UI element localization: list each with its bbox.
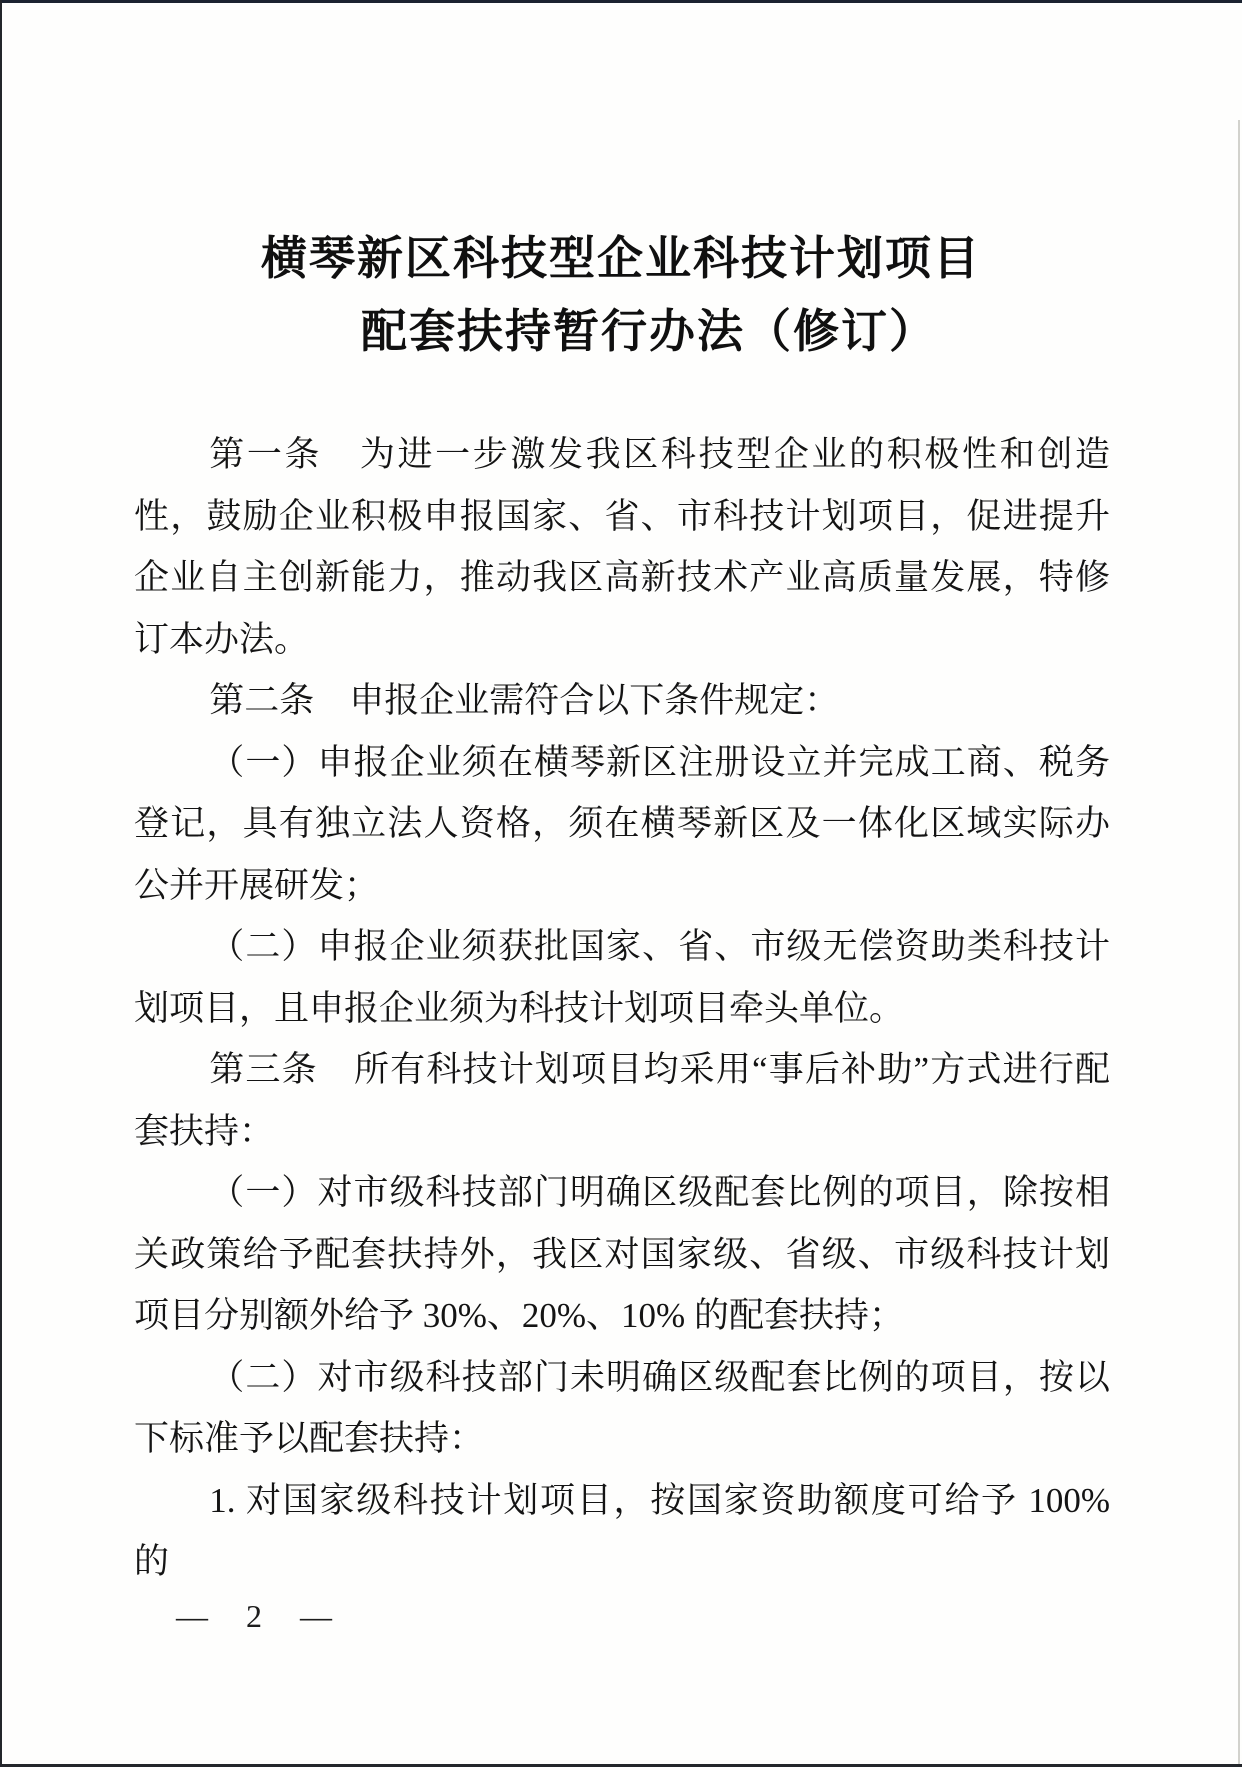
paragraph-article-3: 第三条 所有科技计划项目均采用“事后补助”方式进行配套扶持： xyxy=(134,1050,1110,1151)
paragraph-article-3-item-2-sub-1: 1. 对国家级科技计划项目，按国家资助额度可给予 100% 的 xyxy=(134,1480,1110,1581)
paragraph-article-2-item-2: （二）申报企业须获批国家、省、市级无偿资助类科技计划项目，且申报企业须为科技计划项目牵头单位。 xyxy=(134,927,1110,1028)
paragraph-article-1: 第一条 为进一步激发我区科技型企业的积极性和创造性，鼓励企业积极申报国家、省、市科技计划项目，促进提升企业自主创新能力，推动我区高新技术产业高质量发展，特修订本办法。 xyxy=(134,435,1110,659)
document-title-line-1: 横琴新区科技型企业科技计划项目 xyxy=(261,233,981,284)
paragraph-article-3-item-1: （一）对市级科技部门明确区级配套比例的项目，除按相关政策给予配套扶持外，我区对国家级、省级、市级科技计划项目分别额外给予 30%、20%、10% 的配套扶持； xyxy=(134,1173,1110,1335)
page-number: — 2 — xyxy=(176,1598,336,1634)
scan-border-top xyxy=(0,0,1242,3)
paragraph-article-2-item-1: （一）申报企业须在横琴新区注册设立并完成工商、税务登记，具有独立法人资格，须在横琴新区及一体化区域实际办公并开展研发； xyxy=(134,742,1110,905)
document-title-line-2: 配套扶持暂行办法（修订） xyxy=(361,306,937,357)
document-body xyxy=(134,424,1110,1593)
document-title xyxy=(0,222,1242,368)
paragraph-article-3-item-2: （二）对市级科技部门未明确区级配套比例的项目，按以下标准予以配套扶持： xyxy=(134,1357,1110,1458)
paragraph-article-2: 第二条 申报企业需符合以下条件规定： xyxy=(209,681,840,720)
